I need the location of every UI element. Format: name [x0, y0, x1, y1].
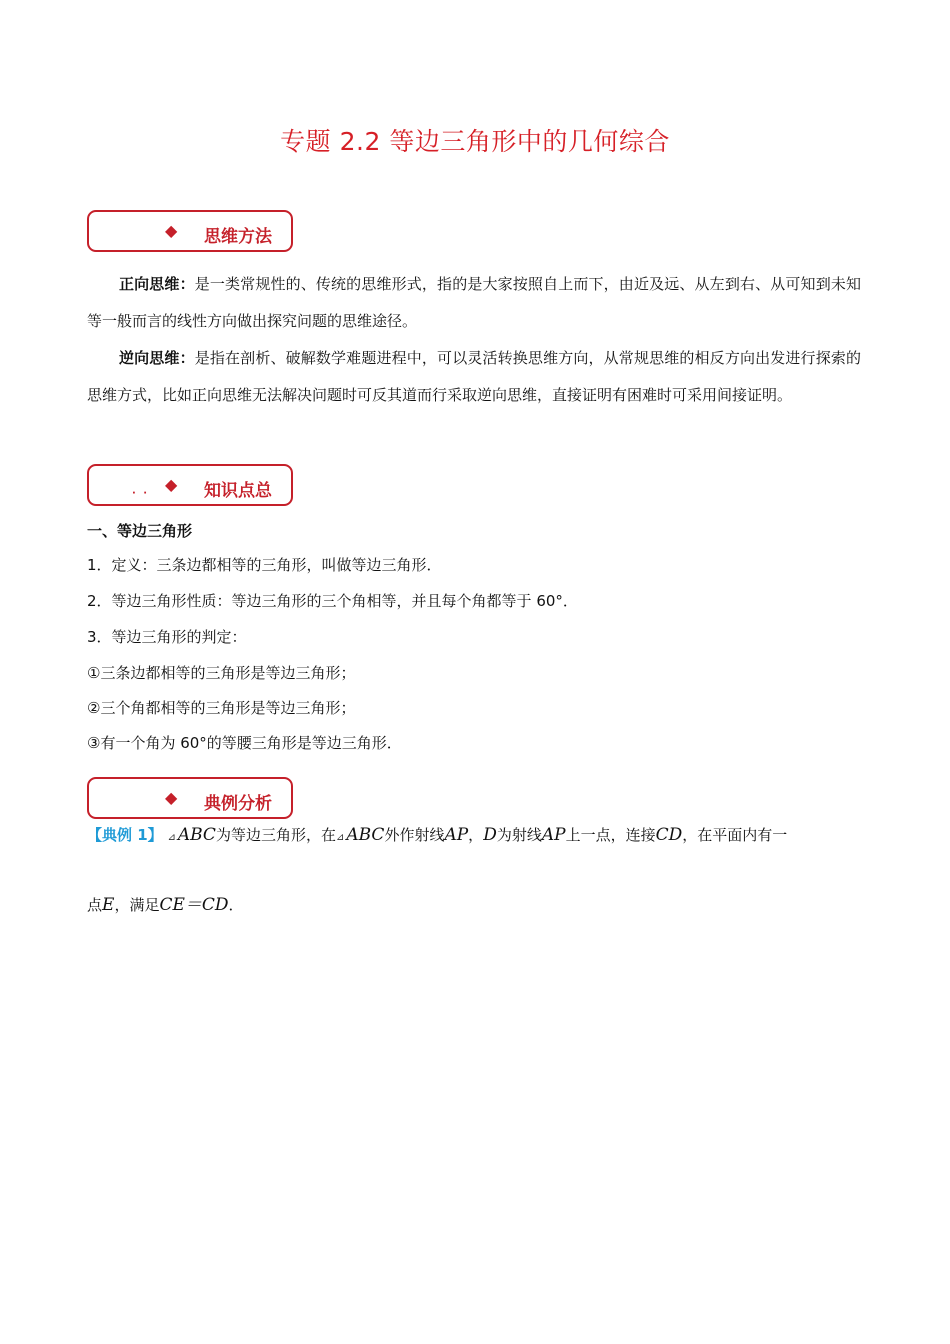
example-text: ，满足	[114, 896, 160, 914]
section-header-thinking-methods	[87, 210, 293, 252]
example-text: 为射线	[496, 826, 542, 844]
knowledge-item: 1．定义：三条边都相等的三角形，叫做等边三角形．	[87, 556, 442, 574]
diamond-icon: ◆	[165, 221, 178, 240]
triangle-icon: ⊿	[167, 832, 176, 843]
paragraph-forward-thinking	[87, 266, 861, 340]
knowledge-item: ①三条边都相等的三角形是等边三角形；	[87, 664, 356, 682]
knowledge-item: ③有一个角为 60°的等腰三角形是等边三角形．	[87, 734, 402, 752]
example-text: ，在平面内有一	[682, 826, 788, 844]
math-abc: ABC	[346, 825, 385, 845]
triangle-icon: ⊿	[335, 832, 345, 843]
section-label: 知识点总	[204, 481, 272, 501]
math-abc: ABC	[177, 825, 216, 845]
knowledge-item: 2．等边三角形性质：等边三角形的三个角相等，并且每个角都等于 60°．	[87, 592, 578, 610]
example-tag: 【典例 1】	[87, 826, 163, 844]
example-text: 点	[87, 896, 103, 914]
example-line-1	[87, 824, 867, 845]
knowledge-item: 3．等边三角形的判定：	[87, 628, 247, 646]
forward-thinking-text: 是一类常规性的、传统的思维形式，指的是大家按照自上而下，由近及远、从左到右、从可知到未知等一般而言的线性方向做出探究问题的思维途径。	[87, 275, 861, 330]
math-ap: AP	[444, 825, 469, 845]
term-reverse-thinking: 逆向思维：	[119, 349, 195, 367]
math-e: E	[102, 895, 115, 915]
example-text: 为等边三角形，在	[215, 826, 336, 844]
diamond-icon: ◆	[165, 788, 178, 807]
example-comma: ，	[468, 826, 484, 844]
section-label: 典例分析	[204, 794, 272, 814]
example-line-2	[87, 890, 867, 915]
math-ap: AP	[541, 825, 566, 845]
math-cd: CD	[655, 825, 683, 845]
example-text: ．	[228, 896, 244, 914]
knowledge-item: ②三个角都相等的三角形是等边三角形；	[87, 699, 356, 717]
example-text: 外作射线	[384, 826, 445, 844]
page-title: 专题 2.2 等边三角形中的几何综合	[280, 127, 670, 156]
example-text: 上一点，连接	[565, 826, 656, 844]
term-forward-thinking: 正向思维：	[119, 275, 195, 293]
section-header-example-analysis	[87, 777, 293, 819]
math-equation: CE＝CD	[159, 895, 229, 915]
section-header-knowledge-points	[87, 464, 293, 506]
paragraph-reverse-thinking	[87, 340, 861, 414]
reverse-thinking-text: 是指在剖析、破解数学难题进程中，可以灵活转换思维方向，从常规思维的相反方向出发进行探索的思维方式，比如正向思维无法解决问题时可反其道而行采取逆向思维，直接证明有困难时可采用间接证明。	[87, 349, 861, 404]
decorative-dots: · ·	[132, 488, 150, 499]
math-d: D	[483, 825, 497, 845]
knowledge-heading: 一、等边三角形	[87, 522, 193, 540]
diamond-icon: ◆	[165, 475, 178, 494]
section-label: 思维方法	[204, 227, 272, 247]
